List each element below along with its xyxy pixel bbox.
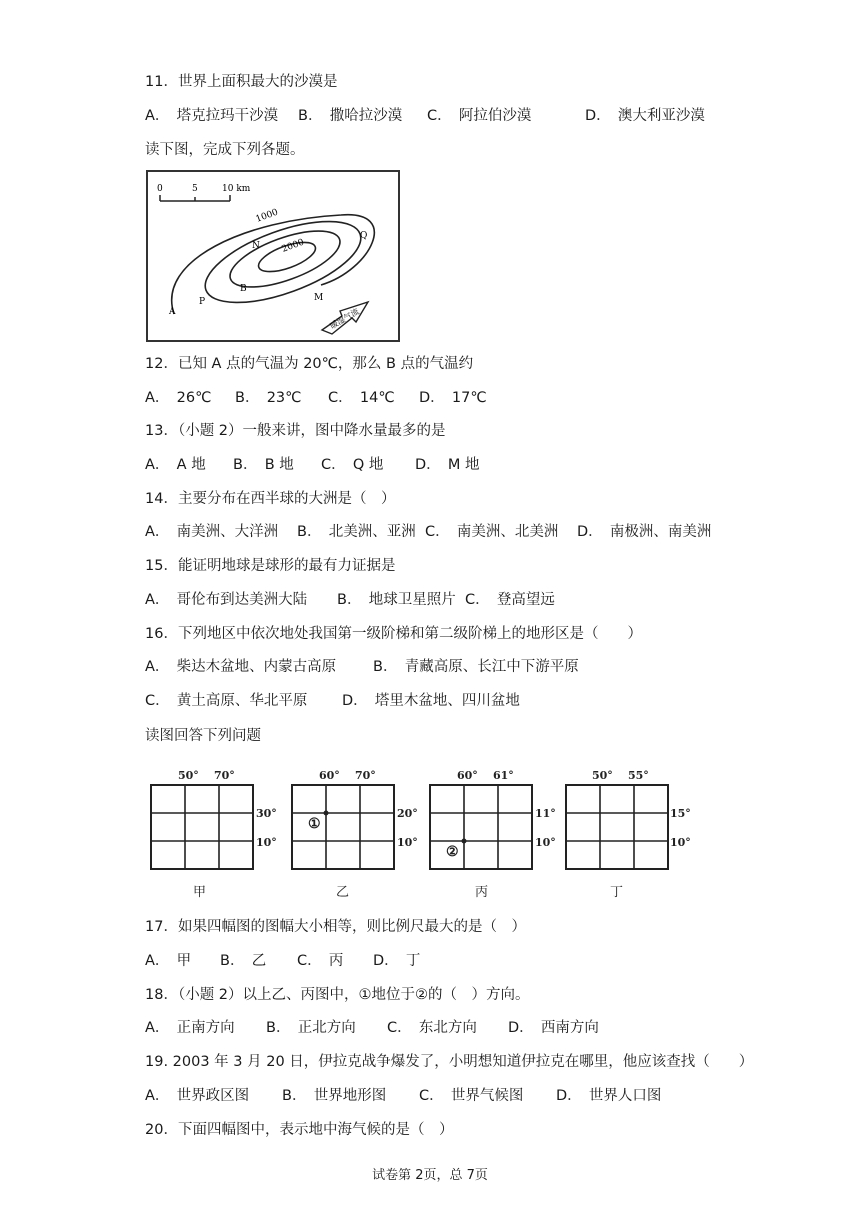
grid-bing-right-1: 11° bbox=[535, 807, 556, 820]
q14-option-d: D． 南极洲、南美洲 bbox=[577, 524, 712, 540]
grid-yi-top-2: 70° bbox=[355, 769, 376, 782]
q19-option-b: B． 世界地形图 bbox=[282, 1088, 387, 1104]
grid-bing bbox=[430, 769, 556, 900]
q12-option-b: B． 23℃ bbox=[235, 390, 302, 406]
q16-option-b: B． 青藏高原、长江中下游平原 bbox=[373, 659, 579, 675]
grid-jia-right-2: 10° bbox=[256, 836, 277, 849]
q12-stem: 12．已知 A 点的气温为 20℃，那么 B 点的气温约 bbox=[145, 356, 474, 372]
q11-option-a: A． 塔克拉玛干沙漠 bbox=[145, 108, 279, 124]
grid-ding bbox=[566, 769, 691, 900]
latlong-grids bbox=[140, 760, 700, 902]
intro-text-1: 读下图，完成下列各题。 bbox=[145, 142, 305, 158]
q15-option-c: C． 登高望远 bbox=[465, 592, 555, 608]
q12-option-a: A． 26℃ bbox=[145, 390, 212, 406]
grid-ding-caption: 丁 bbox=[610, 885, 624, 900]
q19-option-d: D． 世界人口图 bbox=[556, 1088, 662, 1104]
q15-options bbox=[145, 590, 555, 610]
scale-label-5: 5 bbox=[192, 184, 198, 194]
q17-option-d: D． 丁 bbox=[373, 953, 421, 969]
grid-jia-right-1: 30° bbox=[256, 807, 277, 820]
q14-options bbox=[145, 522, 711, 542]
point-m: M bbox=[314, 293, 324, 303]
q15-option-a: A． 哥伦布到达美洲大陆 bbox=[145, 592, 308, 608]
q15-stem: 15．能证明地球是球形的最有力证据是 bbox=[145, 558, 396, 574]
q18-option-b: B． 正北方向 bbox=[266, 1020, 356, 1036]
grid-yi-right-1: 20° bbox=[397, 807, 418, 820]
q20-stem: 20．下面四幅图中，表示地中海气候的是（ ） bbox=[145, 1122, 454, 1138]
contour-label-2000: 2000 bbox=[280, 237, 306, 255]
q19-options bbox=[145, 1086, 661, 1106]
q17-option-b: B． 乙 bbox=[220, 953, 267, 969]
grid-ding-top-1: 50° bbox=[592, 769, 613, 782]
marker-2: ② bbox=[446, 844, 459, 860]
grid-ding-top-2: 55° bbox=[628, 769, 649, 782]
map-frame bbox=[147, 171, 399, 341]
scale-label-0: 0 bbox=[157, 184, 163, 194]
q11-option-c: C． 阿拉伯沙漠 bbox=[427, 108, 532, 124]
q18-option-a: A． 正南方向 bbox=[145, 1020, 235, 1036]
grid-jia-caption: 甲 bbox=[193, 885, 207, 900]
q16-options-row2 bbox=[145, 691, 520, 711]
grid-yi-top-1: 60° bbox=[319, 769, 340, 782]
q13-option-c: C． Q 地 bbox=[321, 457, 384, 473]
q18-stem: 18．（小题 2）以上乙、丙图中，①地位于②的（ ）方向。 bbox=[145, 987, 530, 1003]
q16-stem: 16．下列地区中依次地处我国第一级阶梯和第二级阶梯上的地形区是（ ） bbox=[145, 626, 642, 642]
page-footer: 试卷第 2页，总 7页 bbox=[372, 1168, 488, 1183]
q11-option-b: B． 撒哈拉沙漠 bbox=[298, 108, 403, 124]
marker-1: ① bbox=[308, 816, 321, 832]
grid-jia-top-2: 70° bbox=[214, 769, 235, 782]
scale-label-10: 10 km bbox=[222, 184, 251, 194]
q11-stem: 11．世界上面积最大的沙漠是 bbox=[145, 74, 338, 90]
grid-ding-right-1: 15° bbox=[670, 807, 691, 820]
q13-stem: 13．（小题 2）一般来讲，图中降水量最多的是 bbox=[145, 423, 446, 439]
q16-option-a: A． 柴达木盆地、内蒙古高原 bbox=[145, 659, 337, 675]
point-a: A bbox=[169, 307, 176, 317]
q17-option-c: C． 丙 bbox=[297, 953, 344, 969]
grid-yi-caption: 乙 bbox=[336, 885, 350, 900]
grid-bing-caption: 丙 bbox=[475, 885, 489, 900]
intro-text-2: 读图回答下列问题 bbox=[145, 728, 261, 744]
q12-options bbox=[145, 388, 487, 408]
q13-option-d: D． M 地 bbox=[415, 457, 480, 473]
q18-options bbox=[145, 1018, 599, 1038]
q12-option-d: D． 17℃ bbox=[419, 390, 487, 406]
grid-bing-top-2: 61° bbox=[493, 769, 514, 782]
arrow-label: 暖湿气流 bbox=[328, 306, 361, 331]
q11-option-d: D． 澳大利亚沙漠 bbox=[585, 108, 705, 124]
q19-option-a: A． 世界政区图 bbox=[145, 1088, 250, 1104]
point-p: P bbox=[199, 297, 206, 307]
q11-options bbox=[145, 106, 705, 126]
q14-stem: 14．主要分布在西半球的大洲是（ ） bbox=[145, 491, 396, 507]
q16-options-row1 bbox=[145, 657, 579, 677]
grid-yi-right-2: 10° bbox=[397, 836, 418, 849]
q13-option-a: A． A 地 bbox=[145, 457, 206, 473]
q17-options bbox=[145, 951, 420, 971]
q16-option-d: D． 塔里木盆地、四川盆地 bbox=[342, 693, 520, 709]
q12-option-c: C． 14℃ bbox=[328, 390, 395, 406]
q14-option-a: A． 南美洲、大洋洲 bbox=[145, 524, 279, 540]
q14-option-b: B． 北美洲、亚洲 bbox=[297, 524, 416, 540]
point-b: B bbox=[240, 284, 247, 294]
q15-option-b: B． 地球卫星照片 bbox=[337, 592, 456, 608]
q14-option-c: C． 南美洲、北美洲 bbox=[425, 524, 559, 540]
q17-option-a: A． 甲 bbox=[145, 953, 192, 969]
q16-option-c: C． 黄土高原、华北平原 bbox=[145, 693, 308, 709]
contour-map bbox=[146, 170, 400, 342]
point-n: N bbox=[252, 241, 260, 251]
grid-jia-top-1: 50° bbox=[178, 769, 199, 782]
contour-label-1000: 1000 bbox=[254, 207, 280, 225]
q18-option-c: C． 东北方向 bbox=[387, 1020, 477, 1036]
point-q: Q bbox=[360, 231, 368, 241]
q19-option-c: C． 世界气候图 bbox=[419, 1088, 524, 1104]
q17-stem: 17．如果四幅图的图幅大小相等，则比例尺最大的是（ ） bbox=[145, 919, 526, 935]
q19-stem: 19. 2003 年 3 月 20 日，伊拉克战争爆发了，小明想知道伊拉克在哪里，他应该查找（ ） bbox=[145, 1054, 754, 1070]
q13-options bbox=[145, 455, 480, 475]
grid-bing-right-2: 10° bbox=[535, 836, 556, 849]
grid-ding-right-2: 10° bbox=[670, 836, 691, 849]
grid-bing-top-1: 60° bbox=[457, 769, 478, 782]
q13-option-b: B． B 地 bbox=[233, 457, 294, 473]
grid-yi bbox=[292, 769, 418, 900]
grid-jia bbox=[151, 769, 277, 900]
q18-option-d: D． 西南方向 bbox=[508, 1020, 599, 1036]
